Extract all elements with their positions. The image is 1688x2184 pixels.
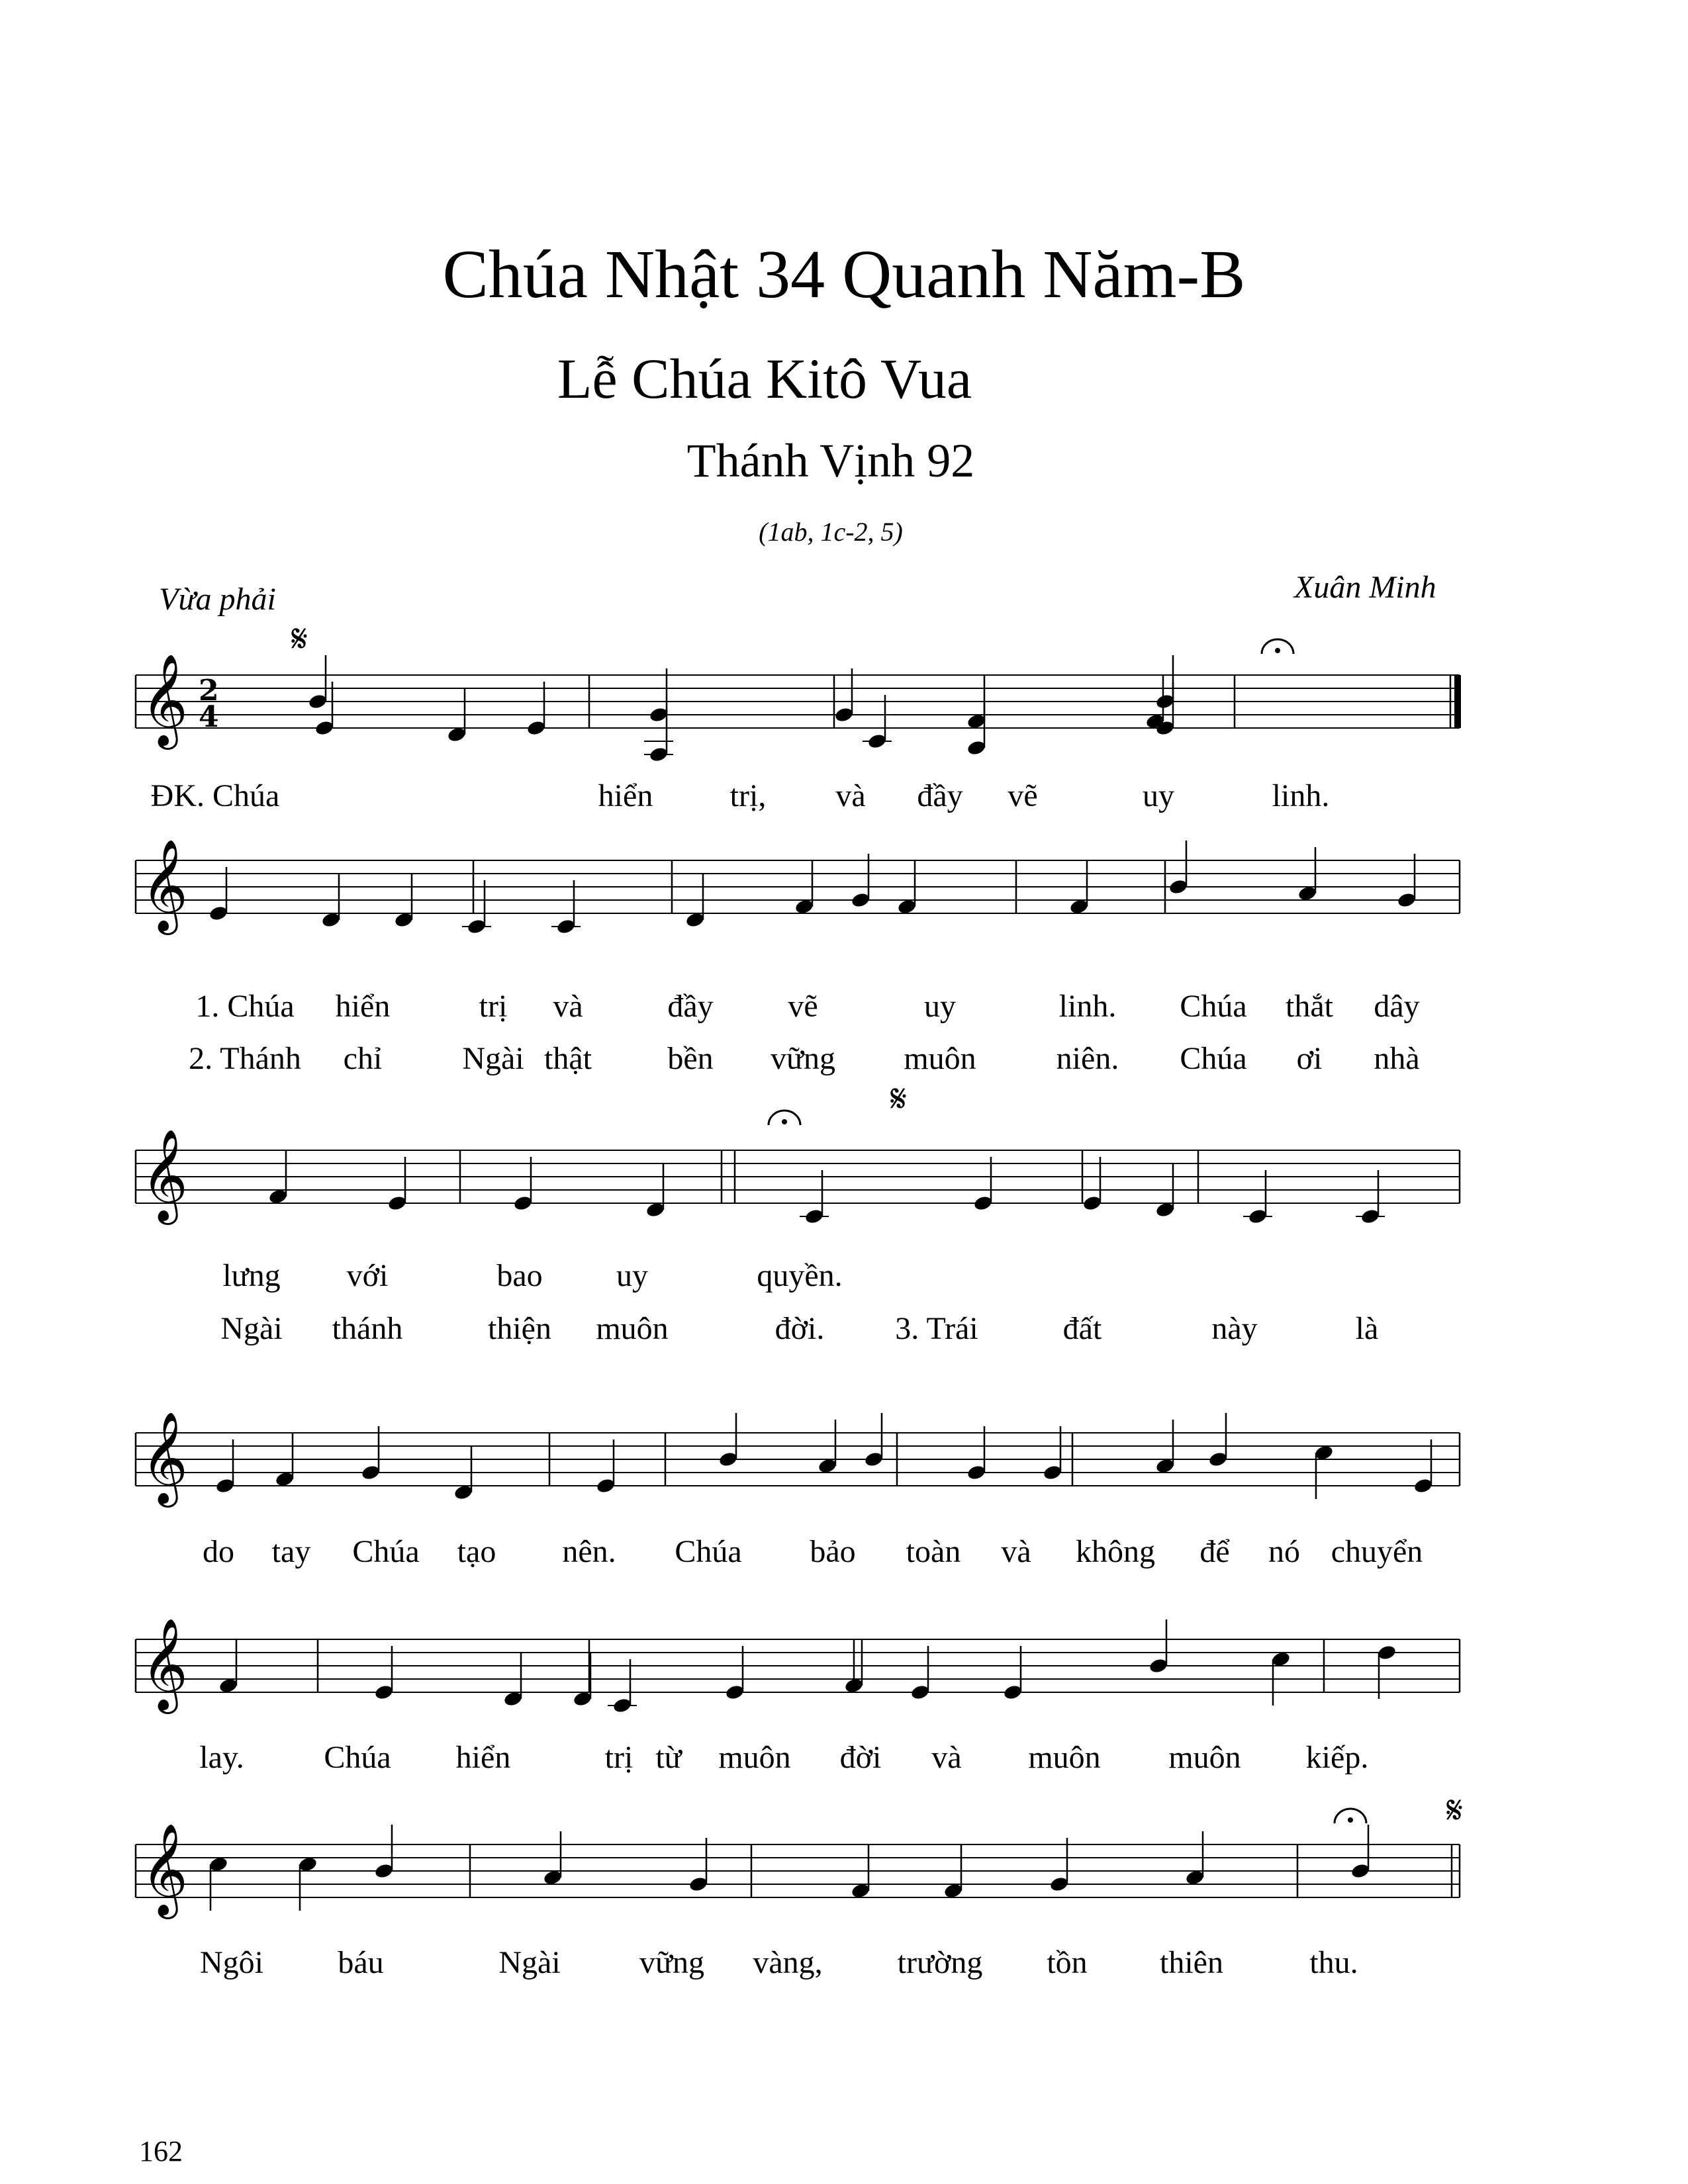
lyric-syllable: đời bbox=[839, 1740, 882, 1775]
lyric-syllable: hiển bbox=[335, 989, 391, 1024]
verse-reference: (1ab, 1c-2, 5) bbox=[759, 517, 903, 547]
tempo-marking: Vừa phải bbox=[159, 582, 276, 617]
lyric-syllable: Chúa bbox=[675, 1534, 742, 1569]
notehead bbox=[1155, 693, 1176, 710]
notehead bbox=[513, 1195, 534, 1212]
page-number: 162 bbox=[139, 2135, 183, 2167]
lyric-syllable: để bbox=[1199, 1534, 1230, 1569]
lyric-syllable: đầy bbox=[667, 989, 714, 1024]
lyric-syllable: và bbox=[931, 1740, 962, 1775]
lyric-syllable: bền bbox=[667, 1041, 714, 1076]
composer-name: Xuân Minh bbox=[1294, 570, 1436, 605]
treble-clef-icon: 𝄞 bbox=[141, 1823, 188, 1915]
lyric-syllable: đất bbox=[1062, 1311, 1102, 1346]
segno-icon: 𝄋 bbox=[1446, 1788, 1463, 1833]
lyric-syllable: dây bbox=[1374, 989, 1420, 1024]
lyric-syllable: trị, bbox=[729, 778, 767, 813]
notehead bbox=[688, 1876, 709, 1893]
notehead bbox=[649, 706, 669, 723]
lyric-syllable: Ngài bbox=[462, 1041, 524, 1076]
notehead bbox=[966, 739, 987, 756]
notehead bbox=[1413, 1477, 1434, 1494]
lyric-syllable: là bbox=[1355, 1311, 1379, 1346]
notehead bbox=[1208, 1451, 1229, 1468]
notehead bbox=[834, 706, 855, 723]
lyric-syllable: muôn bbox=[596, 1311, 669, 1346]
notehead bbox=[851, 891, 871, 909]
treble-clef-icon: 𝄞 bbox=[141, 654, 188, 746]
treble-clef-icon: 𝄞 bbox=[141, 1618, 188, 1710]
lyric-syllable: đầy bbox=[917, 778, 963, 813]
fermata-dot bbox=[1348, 1817, 1353, 1823]
lyric-syllable: nó bbox=[1268, 1534, 1300, 1569]
song-subtitle: Lễ Chúa Kitô Vua bbox=[557, 347, 972, 410]
lyric-syllable: từ bbox=[655, 1740, 682, 1775]
lyric-syllable: nên. bbox=[562, 1534, 616, 1569]
notehead bbox=[1082, 1195, 1103, 1212]
treble-clef-icon: 𝄞 bbox=[141, 839, 188, 931]
lyric-syllable: uy bbox=[616, 1258, 648, 1293]
lyric-syllable: nhà bbox=[1374, 1041, 1420, 1076]
lyric-syllable: kiếp. bbox=[1305, 1740, 1369, 1775]
fermata-dot bbox=[782, 1119, 787, 1124]
lyric-syllable: thật bbox=[544, 1041, 592, 1076]
final-barline-thick bbox=[1454, 675, 1461, 728]
notehead bbox=[361, 1464, 381, 1481]
notehead bbox=[308, 693, 328, 710]
lyric-syllable: Ngài bbox=[220, 1311, 283, 1346]
lyric-syllable: trị bbox=[604, 1740, 633, 1775]
notehead bbox=[1149, 1657, 1169, 1674]
notehead bbox=[718, 1451, 739, 1468]
lyric-syllable: tay bbox=[271, 1534, 311, 1569]
lyric-syllable: 3. Trái bbox=[895, 1311, 978, 1346]
lyric-syllable: do bbox=[203, 1534, 234, 1569]
lyric-syllable: ơi bbox=[1296, 1041, 1323, 1076]
lyric-syllable: niên. bbox=[1056, 1041, 1119, 1076]
lyric-syllable: và bbox=[553, 989, 583, 1024]
lyric-syllable: chuyển bbox=[1331, 1534, 1423, 1569]
lyric-syllable: vững bbox=[770, 1041, 836, 1076]
lyric-syllable: và bbox=[835, 778, 866, 813]
lyric-syllable: bảo bbox=[810, 1534, 856, 1569]
lyric-syllable: trị bbox=[479, 989, 508, 1024]
segno-icon: 𝄋 bbox=[291, 616, 308, 661]
lyric-syllable: Ngài bbox=[498, 1945, 561, 1980]
lyric-syllable: tạo bbox=[457, 1534, 496, 1569]
lyric-syllable: vững bbox=[639, 1945, 705, 1980]
lyric-syllable: muôn bbox=[904, 1041, 976, 1076]
fermata-dot bbox=[1275, 648, 1280, 653]
notehead bbox=[1168, 878, 1189, 895]
notehead bbox=[1043, 1464, 1063, 1481]
lyric-syllable: thánh bbox=[332, 1311, 403, 1346]
lyric-syllable: Chúa bbox=[1180, 989, 1247, 1024]
lyric-syllable: báu bbox=[338, 1945, 384, 1980]
lyric-syllable: Ngôi bbox=[200, 1945, 263, 1980]
lyric-syllable: Chúa bbox=[352, 1534, 420, 1569]
lyric-syllable: với bbox=[346, 1258, 389, 1293]
lyric-syllable: Chúa bbox=[1180, 1041, 1247, 1076]
lyric-syllable: thiên bbox=[1160, 1945, 1223, 1980]
lyric-syllable: hiển bbox=[455, 1740, 511, 1775]
time-signature-top: 2 bbox=[199, 674, 219, 707]
lyric-syllable: uy bbox=[1143, 778, 1174, 813]
lyric-syllable: Chúa bbox=[324, 1740, 391, 1775]
notehead bbox=[966, 1464, 987, 1481]
lyric-syllable: và bbox=[1001, 1534, 1031, 1569]
lyric-syllable: thắt bbox=[1286, 989, 1333, 1024]
lyric-syllable: uy bbox=[924, 989, 956, 1024]
lyric-syllable: quyền. bbox=[757, 1258, 843, 1293]
notehead bbox=[374, 1862, 395, 1880]
lyric-syllable: bao bbox=[496, 1258, 543, 1293]
notehead bbox=[314, 719, 335, 737]
psalm-title: Thánh Vịnh 92 bbox=[686, 434, 975, 487]
lyric-syllable: toàn bbox=[906, 1534, 961, 1569]
lyric-syllable: linh. bbox=[1058, 989, 1117, 1024]
lyric-syllable: 1. Chúa bbox=[195, 989, 295, 1024]
notehead bbox=[387, 1195, 408, 1212]
lyric-syllable: ĐK. Chúa bbox=[150, 778, 280, 813]
lyric-syllable: không bbox=[1076, 1534, 1155, 1569]
lyric-syllable: muôn bbox=[1168, 1740, 1241, 1775]
notehead bbox=[864, 1451, 884, 1468]
segno-icon: 𝄋 bbox=[890, 1076, 907, 1121]
lyric-syllable: thiện bbox=[488, 1311, 551, 1346]
song-title: Chúa Nhật 34 Quanh Năm-B bbox=[442, 236, 1246, 312]
lyric-syllable: muôn bbox=[718, 1740, 791, 1775]
notehead bbox=[526, 719, 547, 737]
treble-clef-icon: 𝄞 bbox=[141, 1129, 188, 1221]
lyric-syllable: vẽ bbox=[788, 989, 818, 1024]
lyric-syllable: vàng, bbox=[753, 1945, 823, 1980]
lyric-syllable: tồn bbox=[1047, 1945, 1088, 1980]
lyric-syllable: đời. bbox=[774, 1311, 825, 1346]
lyric-syllable: thu. bbox=[1309, 1945, 1358, 1980]
notehead bbox=[596, 1477, 616, 1494]
notehead bbox=[1003, 1684, 1023, 1701]
notehead bbox=[1377, 1644, 1397, 1661]
treble-clef-icon: 𝄞 bbox=[141, 1412, 188, 1504]
notehead bbox=[215, 1477, 236, 1494]
lyric-syllable: hiển bbox=[598, 778, 653, 813]
notehead bbox=[1397, 891, 1417, 909]
notehead bbox=[725, 1684, 745, 1701]
lyric-syllable: chỉ bbox=[343, 1041, 383, 1076]
time-signature-bottom: 4 bbox=[199, 700, 219, 734]
lyric-syllable: vẽ bbox=[1008, 778, 1038, 813]
notehead bbox=[209, 905, 229, 922]
notehead bbox=[1350, 1862, 1371, 1880]
lyric-syllable: này bbox=[1211, 1311, 1258, 1346]
notehead bbox=[1049, 1876, 1070, 1893]
lyric-syllable: 2. Thánh bbox=[189, 1041, 301, 1076]
lyric-syllable: linh. bbox=[1272, 778, 1330, 813]
notehead bbox=[973, 1195, 994, 1212]
notehead bbox=[910, 1684, 931, 1701]
lyric-syllable: lay. bbox=[199, 1740, 244, 1775]
lyric-syllable: lưng bbox=[222, 1258, 281, 1293]
lyric-syllable: trường bbox=[897, 1945, 983, 1980]
notehead bbox=[374, 1684, 395, 1701]
lyric-syllable: muôn bbox=[1028, 1740, 1101, 1775]
